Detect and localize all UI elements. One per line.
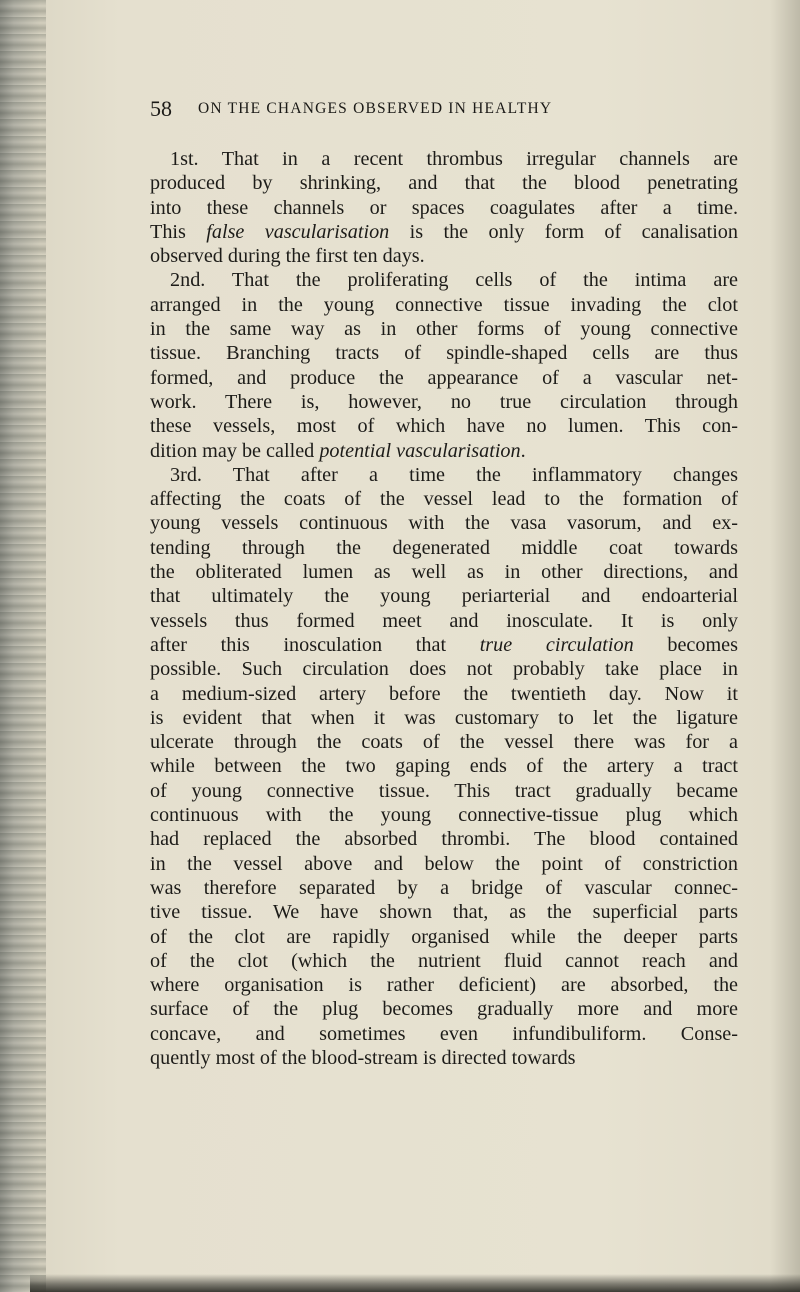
text-segment: these vessels, most of which have no lumen. This con- [150,415,738,438]
text-line [150,560,738,584]
text-line [150,584,738,608]
binding-gutter [0,0,46,1292]
text-segment: surface of the plug becomes gradually more and more [150,998,738,1021]
text-segment: quently most of the blood-stream is directed towards [150,1046,576,1069]
text-line [150,754,738,778]
running-title: ON THE CHANGES OBSERVED IN HEALTHY [198,100,553,117]
text-line [150,997,738,1021]
text-line [150,900,738,924]
page-bottom-edge [30,1274,800,1292]
text-line [150,682,738,706]
text-segment: tissue. Branching tracts of spindle-shaped cells are thus [150,342,738,365]
text-segment: is evident that when it was customary to let the ligature [150,706,738,729]
text-line [150,633,738,657]
text-segment: young vessels continuous with the vasa vasorum, and ex- [150,512,738,535]
italic-term: potential vascularisation [319,439,521,462]
text-segment: that ultimately the young periarterial and endoarterial [150,585,738,608]
text-segment: tive tissue. We have shown that, as the superficial parts [150,901,738,924]
text-segment: into these channels or spaces coagulates after a time. [150,196,738,219]
text-line [150,536,738,560]
text-line [150,366,738,390]
text-line [150,779,738,803]
text-line [150,1046,738,1070]
text-segment: possible. Such circulation does not probably take place in [150,658,738,681]
text-segment: while between the two gaping ends of the artery a tract [150,755,738,778]
text-line [150,268,738,292]
text-segment: where organisation is rather deficient) are absorbed, the [150,974,738,997]
italic-term: true circulation [479,633,634,656]
text-line [150,390,738,414]
text-line [150,657,738,681]
text-segment: This [150,220,207,243]
page-number: 58 [150,96,172,121]
text-segment: produced by shrinking, and that the blood penetrating [150,172,738,195]
text-line [150,293,738,317]
text-line [150,220,738,244]
text-line [150,317,738,341]
text-segment: vessels thus formed meet and inosculate. It is only [150,609,738,632]
text-line [150,852,738,876]
text-segment: . [520,439,526,462]
text-line [150,511,738,535]
text-segment: was therefore separated by a bridge of vascular connec- [150,876,738,899]
text-segment: continuous with the young connective-tissue plug which [150,804,738,827]
text-line [150,827,738,851]
text-line [150,949,738,973]
text-segment: observed during the first ten days. [150,245,425,268]
text-segment: 3rd. That after a time the inflammatory changes [170,463,738,486]
body-text [150,147,738,1070]
text-segment: arranged in the young connective tissue invading the clot [150,293,738,316]
text-line [150,706,738,730]
text-segment: dition may be called [150,439,320,462]
text-segment: a medium-sized artery before the twentieth day. Now it [150,682,738,705]
text-line [150,876,738,900]
text-line [150,341,738,365]
text-segment: had replaced the absorbed thrombi. The blood contained [150,828,738,851]
text-segment: formed, and produce the appearance of a vascular net- [150,366,738,389]
text-line [150,196,738,220]
text-line [150,244,738,268]
text-segment: tending through the degenerated middle coat towards [150,536,738,559]
text-segment: of the clot (which the nutrient fluid cannot reach and [150,949,738,972]
text-segment: affecting the coats of the vessel lead to the formation of [150,488,738,511]
text-line [150,973,738,997]
text-line [150,1022,738,1046]
text-line [150,487,738,511]
text-segment: in the same way as in other forms of young connective [150,318,738,341]
text-segment: ulcerate through the coats of the vessel there was for a [150,731,738,754]
text-line [150,463,738,487]
text-segment: the obliterated lumen as well as in other directions, and [150,561,738,584]
text-segment: becomes [633,633,738,656]
text-line [150,147,738,171]
text-line [150,925,738,949]
running-head [150,96,710,126]
text-segment: of the clot are rapidly organised while the deeper parts [150,925,738,948]
text-segment: 2nd. That the proliferating cells of the intima are [170,269,738,292]
text-segment: is the only form of canalisation [389,220,738,243]
text-line [150,171,738,195]
text-segment: 1st. That in a recent thrombus irregular channels are [170,148,738,170]
text-segment: after this inosculation that [150,633,480,656]
text-line [150,439,738,463]
text-line [150,730,738,754]
text-line [150,414,738,438]
italic-term: false vascularisation [206,220,390,243]
text-segment: in the vessel above and below the point of constriction [150,852,738,875]
text-segment: concave, and sometimes even infundibuliform. Conse- [150,1022,738,1045]
text-segment: of young connective tissue. This tract gradually became [150,779,738,802]
text-line [150,803,738,827]
text-segment: work. There is, however, no true circulation through [150,390,738,413]
text-line [150,609,738,633]
